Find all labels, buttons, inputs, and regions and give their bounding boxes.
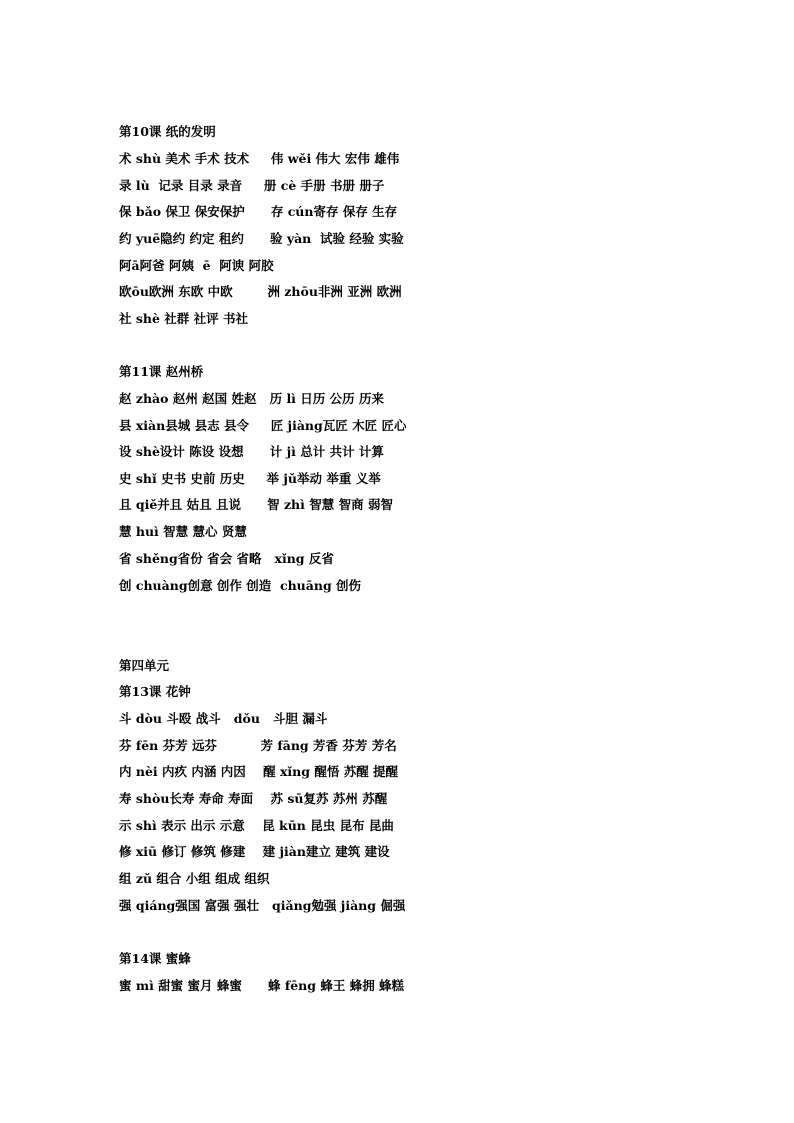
lesson-13-line-5: 示 shì 表示 出示 示意 昆 kūn 昆虫 昆布 昆曲 bbox=[119, 818, 394, 833]
lesson-10-line-5: 阿ā阿爸 阿姨 ē 阿谀 阿胶 bbox=[119, 258, 274, 273]
lesson-14-title: 第14课 蜜蜂 bbox=[119, 951, 191, 966]
lesson-10-line-1: 术 shù 美术 手术 技术 伟 wěi 伟大 宏伟 雄伟 bbox=[119, 151, 400, 166]
lesson-11-line-1: 赵 zhào 赵州 赵国 姓赵 历 lì 日历 公历 历来 bbox=[119, 391, 384, 406]
lesson-10-line-3: 保 bǎo 保卫 保安保护 存 cún寄存 保存 生存 bbox=[119, 204, 398, 219]
lesson-13-line-1: 斗 dòu 斗殴 战斗 dǒu 斗胆 漏斗 bbox=[119, 711, 328, 726]
lesson-11-line-3: 设 shè设计 陈设 设想 计 jì 总计 共计 计算 bbox=[119, 444, 384, 459]
lesson-10-line-2: 录 lù 记录 目录 录音 册 cè 手册 书册 册子 bbox=[119, 178, 385, 193]
lesson-13-title: 第13课 花钟 bbox=[119, 684, 191, 699]
lesson-13-line-7: 组 zǔ 组合 小组 组成 组织 bbox=[119, 871, 270, 886]
lesson-11-line-5: 且 qiě并且 姑且 且说 智 zhì 智慧 智商 弱智 bbox=[119, 497, 393, 512]
lesson-13-line-3: 内 nèi 内疚 内涵 内因 醒 xǐng 醒悟 苏醒 提醒 bbox=[119, 764, 399, 779]
lesson-10-title: 第10课 纸的发明 bbox=[119, 124, 216, 139]
unit-4-title: 第四单元 bbox=[119, 658, 170, 673]
lesson-10-line-6: 欧ōu欧洲 东欧 中欧 洲 zhōu非洲 亚洲 欧洲 bbox=[119, 284, 402, 299]
lesson-11-line-6: 慧 huì 智慧 慧心 贤慧 bbox=[119, 524, 247, 539]
lesson-10-line-4: 约 yuē隐约 约定 租约 验 yàn 试验 经验 实验 bbox=[119, 231, 404, 246]
lesson-11-title: 第11课 赵州桥 bbox=[119, 364, 204, 379]
lesson-10-line-7: 社 shè 社群 社评 书社 bbox=[119, 311, 248, 326]
lesson-11-line-8: 创 chuàng创意 创作 创造 chuāng 创伤 bbox=[119, 578, 362, 593]
lesson-11-line-7: 省 shěng省份 省会 省略 xǐng 反省 bbox=[119, 551, 334, 566]
lesson-11-line-2: 县 xiàn县城 县志 县令 匠 jiàng瓦匠 木匠 匠心 bbox=[119, 418, 407, 433]
lesson-13-line-6: 修 xiū 修订 修筑 修建 建 jiàn建立 建筑 建设 bbox=[119, 844, 390, 859]
lesson-13-line-4: 寿 shòu长寿 寿命 寿面 苏 sū复苏 苏州 苏醒 bbox=[119, 791, 388, 806]
lesson-13-line-2: 芬 fēn 芬芳 远芬 芳 fāng 芳香 芬芳 芳名 bbox=[119, 738, 397, 753]
lesson-14-line-1: 蜜 mì 甜蜜 蜜月 蜂蜜 蜂 fēng 蜂王 蜂拥 蜂糕 bbox=[119, 978, 405, 993]
lesson-11-line-4: 史 shǐ 史书 史前 历史 举 jǔ举动 举重 义举 bbox=[119, 471, 381, 486]
lesson-13-line-8: 强 qiáng强国 富强 强壮 qiǎng勉强 jiàng 倔强 bbox=[119, 898, 406, 913]
